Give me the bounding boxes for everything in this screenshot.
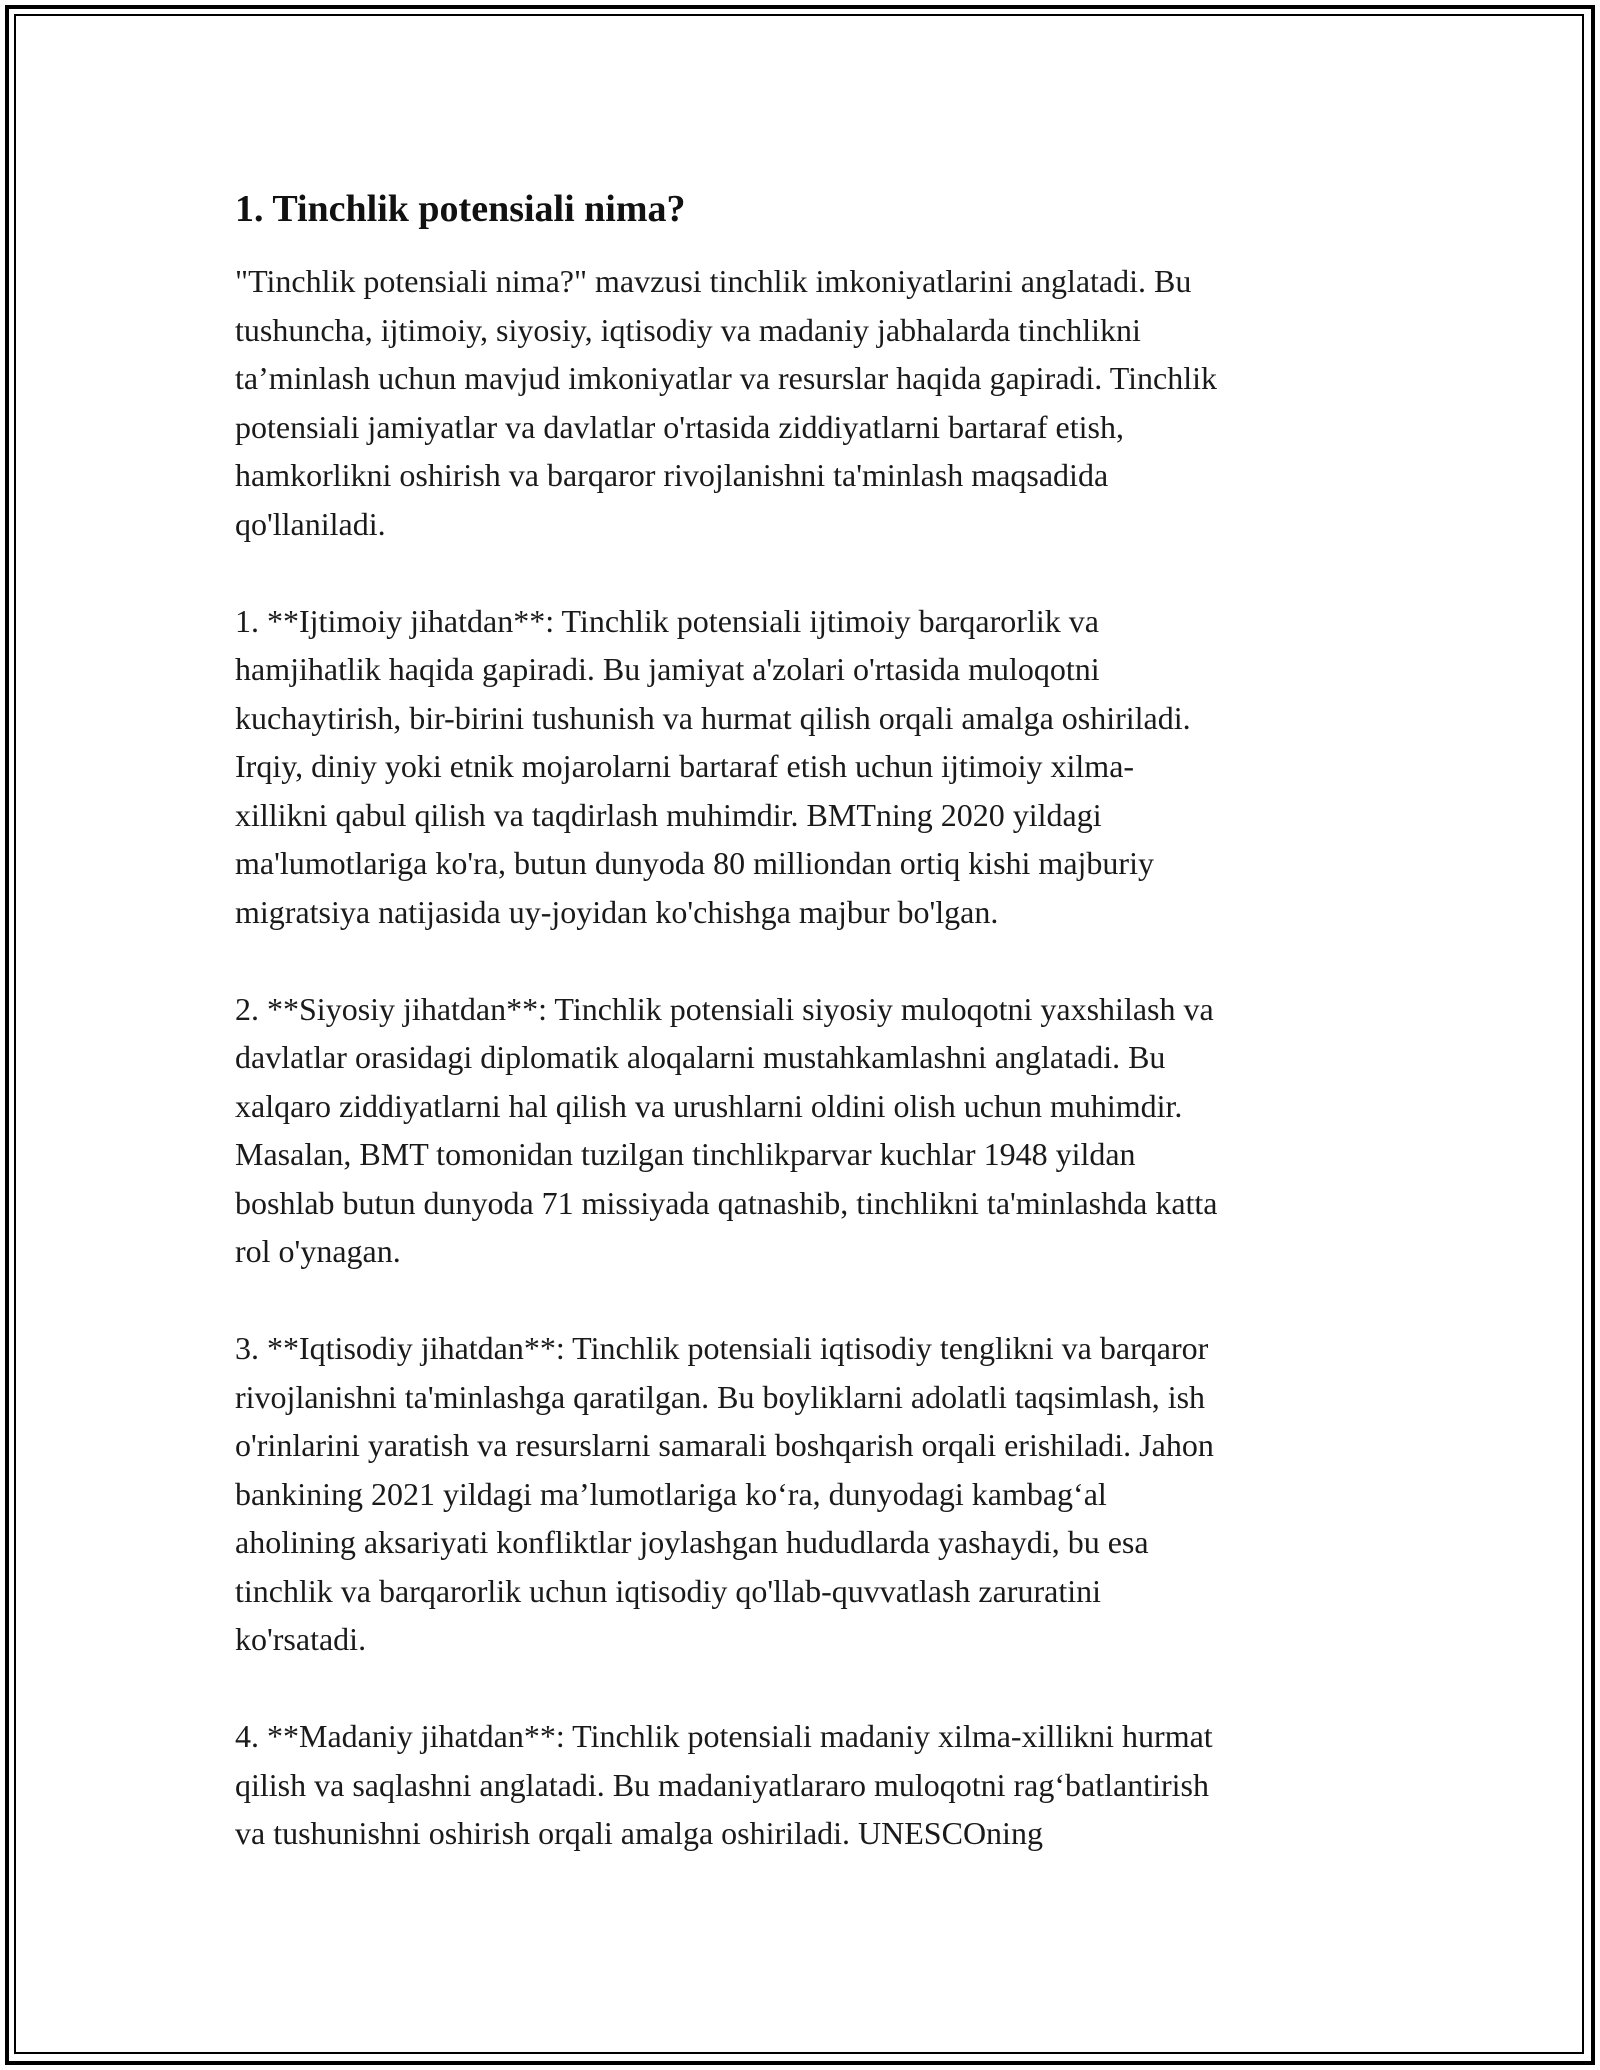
text-line: davlatlar orasidagi diplomatik aloqalarni mustahkamlashni anglatadi. Bu (235, 1039, 1166, 1075)
text-line: hamjihatlik haqida gapiradi. Bu jamiyat a'zolari o'rtasida muloqotni (235, 651, 1100, 687)
text-line: o'rinlarini yaratish va resurslarni samarali boshqarish orqali erishiladi. Jahon (235, 1427, 1214, 1463)
text-line: qilish va saqlashni anglatadi. Bu madaniyatlararo muloqotni rag‘batlantirish (235, 1766, 1209, 1803)
text-line: rol o'ynagan. (235, 1233, 401, 1269)
text-line: 4. **Madaniy jihatdan**: Tinchlik potensiali madaniy xilma-xillikni hurmat (235, 1718, 1213, 1754)
text-line: "Tinchlik potensiali nima?" mavzusi tinchlik imkoniyatlarini anglatadi. Bu (235, 263, 1192, 299)
text-line: xillikni qabul qilish va taqdirlash muhimdir. BMTning 2020 yildagi (235, 796, 1102, 833)
text-line: Irqiy, diniy yoki etnik mojarolarni bartaraf etish uchun ijtimoiy xilma- (235, 748, 1135, 784)
document-body (235, 185, 1395, 1906)
economic-paragraph (235, 1324, 1395, 1664)
text-line: potensiali jamiyatlar va davlatlar o'rtasida ziddiyatlarni bartaraf etish, (235, 408, 1124, 445)
text-line: tushuncha, ijtimoiy, siyosiy, iqtisodiy va madaniy jabhalarda tinchlikni (235, 311, 1141, 348)
text-line: xalqaro ziddiyatlarni hal qilish va urushlarni oldini olish uchun muhimdir. (235, 1087, 1183, 1124)
text-line: ta’minlash uchun mavjud imkoniyatlar va resurslar haqida gapiradi. Tinchlik (235, 360, 1218, 396)
intro-paragraph (235, 257, 1395, 548)
text-line: ma'lumotlariga ko'ra, butun dunyoda 80 milliondan ortiq kishi majburiy (235, 845, 1154, 881)
political-paragraph (235, 985, 1395, 1276)
cultural-paragraph (235, 1712, 1395, 1858)
text-line: hamkorlikni oshirish va barqaror rivojlanishni ta'minlash maqsadida (235, 457, 1109, 493)
text-line: tinchlik va barqarorlik uchun iqtisodiy qo'llab-quvvatlash zaruratini (235, 1572, 1101, 1609)
text-line: kuchaytirish, bir-birini tushunish va hurmat qilish orqali amalga oshiriladi. (235, 699, 1191, 736)
text-line: Masalan, BMT tomonidan tuzilgan tinchlikparvar kuchlar 1948 yildan (235, 1136, 1136, 1172)
text-line: rivojlanishni ta'minlashga qaratilgan. Bu boyliklarni adolatli taqsimlash, ish (235, 1378, 1206, 1415)
social-paragraph (235, 597, 1395, 937)
text-line: boshlab butun dunyoda 71 missiyada qatnashib, tinchlikni ta'minlashda katta (235, 1184, 1218, 1221)
text-line: 3. **Iqtisodiy jihatdan**: Tinchlik potensiali iqtisodiy tenglikni va barqaror (235, 1330, 1209, 1366)
text-line: migratsiya natijasida uy-joyidan ko'chishga majbur bo'lgan. (235, 893, 999, 930)
text-line: aholining aksariyati konfliktlar joylashgan hududlarda yashaydi, bu esa (235, 1524, 1149, 1560)
text-line: ko'rsatadi. (235, 1621, 367, 1657)
section-heading: 1. Tinchlik potensiali nima? (235, 188, 686, 230)
text-line: va tushunishni oshirish orqali amalga oshiriladi. UNESCOning (235, 1815, 1043, 1851)
text-line: bankining 2021 yildagi ma’lumotlariga ko‘ra, dunyodagi kambag‘al (235, 1475, 1107, 1512)
text-line: qo'llaniladi. (235, 505, 386, 542)
text-line: 1. **Ijtimoiy jihatdan**: Tinchlik potensiali ijtimoiy barqarorlik va (235, 602, 1099, 639)
text-line: 2. **Siyosiy jihatdan**: Tinchlik potensiali siyosiy muloqotni yaxshilash va (235, 990, 1214, 1027)
